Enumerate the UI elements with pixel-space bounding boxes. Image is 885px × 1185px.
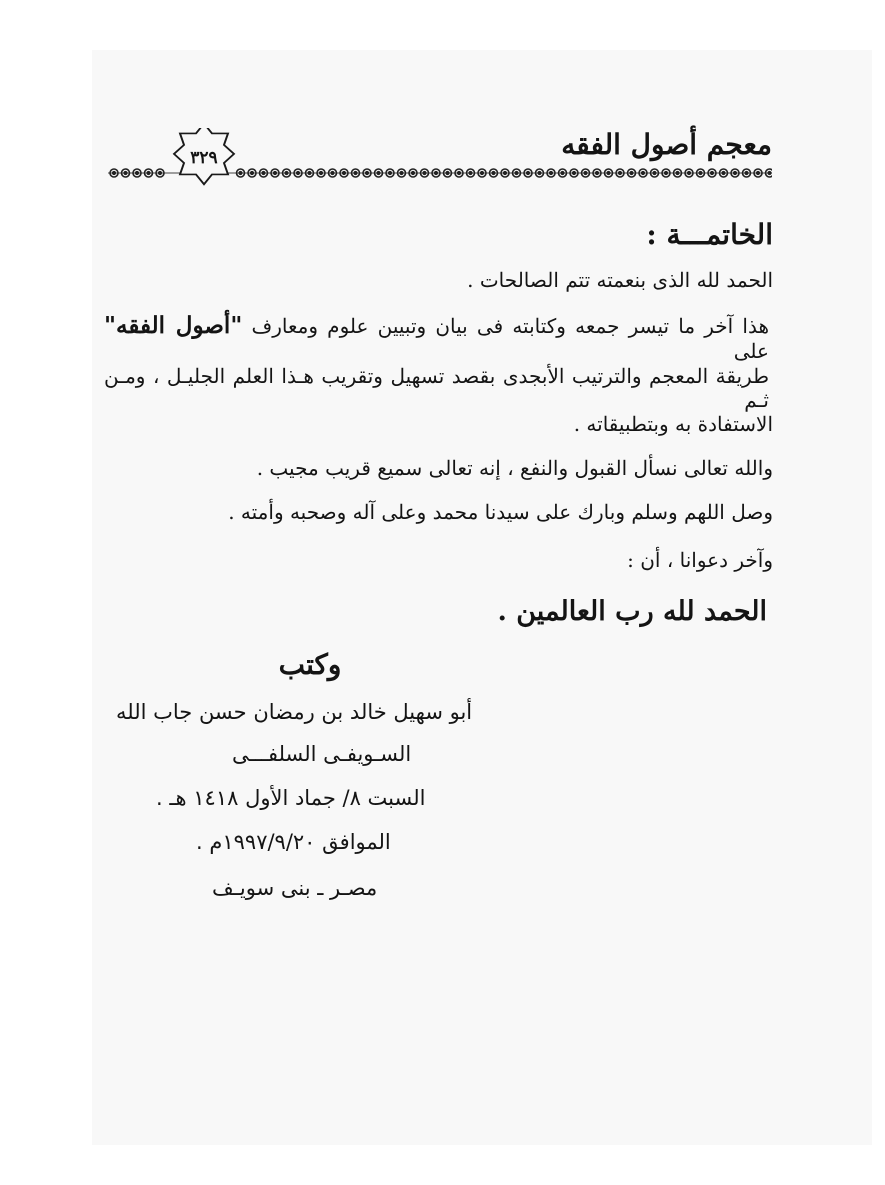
ornament-dot-center: [320, 172, 323, 175]
place: مصـر ـ بنى سويـف: [212, 876, 378, 900]
ornament-dot-center: [504, 172, 507, 175]
ornament-dot-center: [423, 172, 426, 175]
paragraph-intro-line1: [104, 312, 769, 363]
ornament-dot-center: [630, 172, 633, 175]
ornament-dot-center: [757, 172, 760, 175]
ornament-dot-center: [274, 172, 277, 175]
ornament-dot-center: [515, 172, 518, 175]
ornament-dot-center: [711, 172, 714, 175]
date-hijri: السبت ٨/ جماد الأول ١٤١٨ هـ .: [156, 786, 426, 810]
paragraph-intro-line2: طريقة المعجم والترتيب الأبجدى بقصد تسهيل وتقريب هـذا العلم الجليـل ، ومـن ثـم: [104, 364, 769, 412]
ornament-dot-center: [435, 172, 438, 175]
book-term: "أصول الفقه": [104, 312, 243, 339]
ornament-dot-center: [354, 172, 357, 175]
ornament-dot-center: [469, 172, 472, 175]
ornament-dot-center: [481, 172, 484, 175]
intro-text: هذا آخر ما تيسر جمعه وكتابته فى بيان وتبيين علوم ومعارف: [251, 314, 770, 338]
ornament-dot-center: [366, 172, 369, 175]
paragraph-blessing: وصل اللهم وسلم وبارك على سيدنا محمد وعلى آله وصحبه وأمته .: [228, 500, 773, 524]
ornament-dot-center: [136, 172, 139, 175]
ornament-dot-center: [377, 172, 380, 175]
book-title: معجم أصول الفقه: [561, 128, 772, 161]
section-heading: الخاتمـــة :: [646, 218, 773, 251]
ornament-dot-center: [550, 172, 553, 175]
ornament-dot-center: [308, 172, 311, 175]
ornament-dot-center: [458, 172, 461, 175]
paragraph-praise: الحمد لله الذى بنعمته تتم الصالحات .: [467, 268, 773, 292]
paragraph-intro-line3: الاستفادة به وبتطبيقاته .: [573, 412, 773, 436]
ornament-dot-center: [124, 172, 127, 175]
ornament-dot-center: [159, 172, 162, 175]
ornament-dot-center: [573, 172, 576, 175]
ornament-dot-center: [584, 172, 587, 175]
author-nisba: السـويفـى السلفـــى: [232, 742, 412, 766]
ornament-dot-center: [653, 172, 656, 175]
ornament-dot-center: [538, 172, 541, 175]
ornament-dot-center: [607, 172, 610, 175]
ornament-dot-center: [389, 172, 392, 175]
ornament-dot-center: [492, 172, 495, 175]
ornament-dot-center: [676, 172, 679, 175]
ornament-dot-center: [113, 172, 116, 175]
ornament-dot-center: [400, 172, 403, 175]
ornament-dot-center: [446, 172, 449, 175]
ornament-dot-center: [745, 172, 748, 175]
ornament-dot-center: [699, 172, 702, 175]
ornament-dot-center: [561, 172, 564, 175]
author-name: أبو سهيل خالد بن رمضان حسن جاب الله: [116, 700, 473, 724]
ornament-dot-center: [642, 172, 645, 175]
ornament-dot-center: [665, 172, 668, 175]
date-gregorian: الموافق ١٩٩٧/٩/٢٠م .: [196, 830, 391, 854]
page-number: ٣٢٩: [190, 148, 218, 168]
paragraph-last-call: وآخر دعوانا ، أن :: [627, 548, 773, 572]
ornament-dot-center: [239, 172, 242, 175]
ornament-dot-center: [343, 172, 346, 175]
ornament-dot-center: [688, 172, 691, 175]
running-header: [108, 128, 772, 192]
closing-praise: الحمد لله رب العالمين .: [497, 596, 767, 627]
ornament-dot-center: [251, 172, 254, 175]
ornament-dot-center: [262, 172, 265, 175]
paragraph-prayer: والله تعالى نسأل القبول والنفع ، إنه تعالى سميع قريب مجيب .: [256, 456, 773, 480]
ornament-dot-center: [297, 172, 300, 175]
ornament-dot-center: [147, 172, 150, 175]
ornament-dot-center: [722, 172, 725, 175]
ornament-dot-center: [619, 172, 622, 175]
ornament-dot-center: [527, 172, 530, 175]
ornament-dot-center: [331, 172, 334, 175]
ornament-dot-center: [412, 172, 415, 175]
ornament-dot-center: [285, 172, 288, 175]
ornament-dot-center: [596, 172, 599, 175]
ornament-dot-center: [768, 172, 771, 175]
signature-label: وكتب: [278, 648, 342, 681]
intro-text-end: على: [733, 339, 769, 363]
ornament-dot-center: [734, 172, 737, 175]
